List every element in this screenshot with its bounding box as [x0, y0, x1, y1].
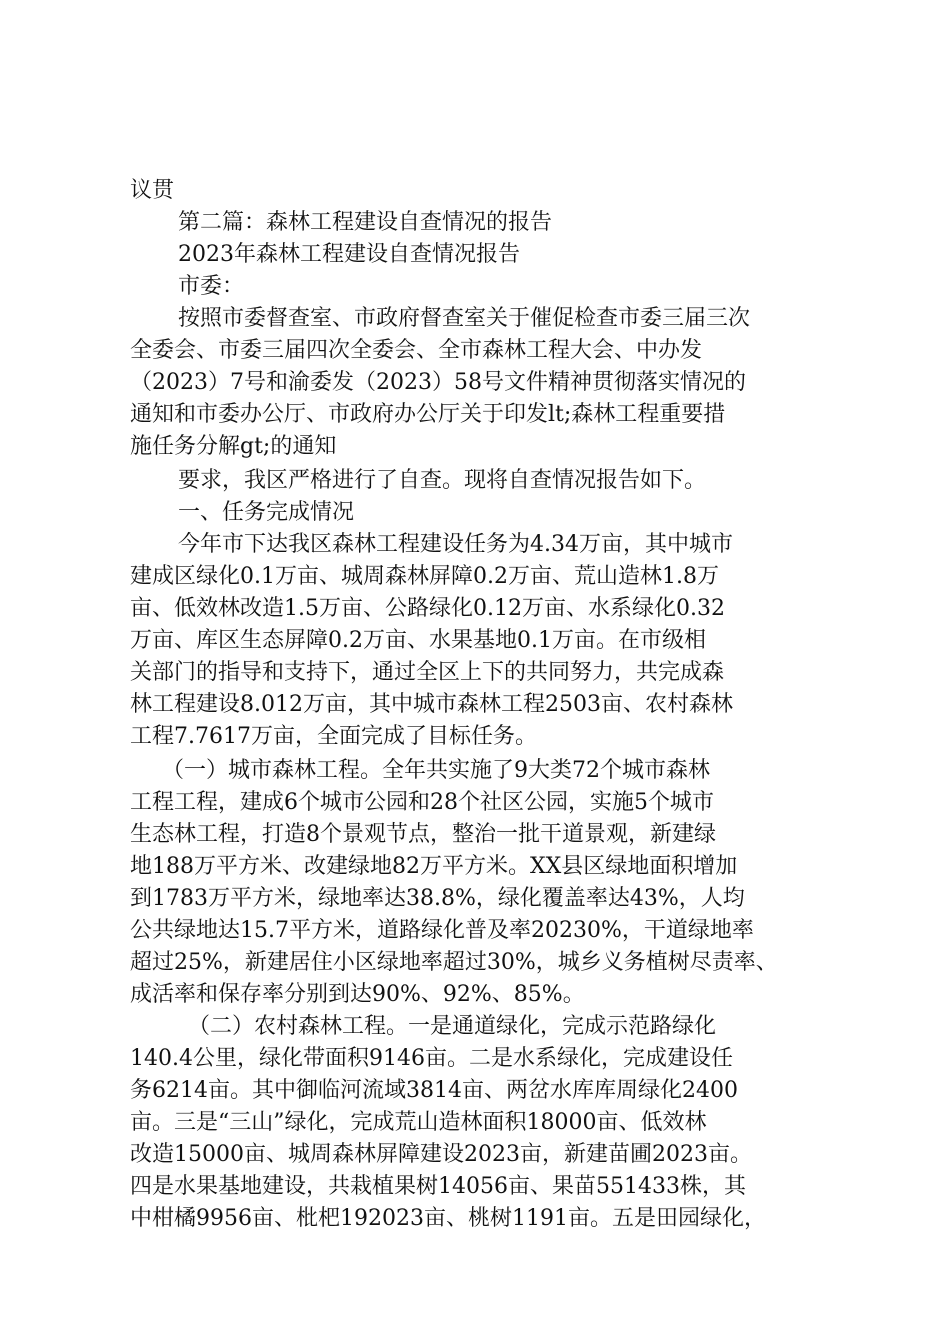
- text-line: 施任务分解gt;的通知: [130, 434, 337, 459]
- subsection-line: （一）城市森林工程。全年共实施了9大类72个城市森林: [162, 758, 710, 783]
- text-line: 林工程建设8.012万亩，其中城市森林工程2503亩、农村森林: [130, 692, 733, 717]
- text-line: 建成区绿化0.1万亩、城周森林屏障0.2万亩、荒山造林1.8万: [130, 564, 719, 589]
- text-line: 通知和市委办公厅、市政府办公厅关于印发lt;森林工程重要措: [130, 402, 726, 427]
- text-line: 生态林工程，打造8个景观节点，整治一批干道景观，新建绿: [130, 822, 716, 847]
- text-line: 议贯: [130, 178, 175, 203]
- text-line: 工程工程，建成6个城市公园和28个社区公园，实施5个城市: [130, 790, 714, 815]
- text-line: 中柑橘9956亩、枇杷192023亩、桃树1191亩。五是田园绿化，: [130, 1206, 766, 1231]
- text-line: 成活率和保存率分别到达90%、92%、85%。: [130, 982, 585, 1007]
- text-line: 改造15000亩、城周森林屏障建设2023亩，新建苗圃2023亩。: [130, 1142, 752, 1167]
- text-line: 亩。三是“三山”绿化，完成荒山造林面积18000亩、低效林: [130, 1110, 707, 1135]
- text-line: 四是水果基地建设，共栽植果树14056亩、果苗551433株，其: [130, 1174, 746, 1199]
- section-title: 第二篇：森林工程建设自查情况的报告: [178, 210, 553, 235]
- text-line: 全委会、市委三届四次全委会、全市森林工程大会、中办发: [130, 338, 703, 363]
- text-line: 关部门的指导和支持下，通过全区上下的共同努力，共完成森: [130, 660, 725, 685]
- text-line: 按照市委督查室、市政府督查室关于催促检查市委三届三次: [178, 306, 751, 331]
- text-line: 务6214亩。其中御临河流域3814亩、两岔水库库周绿化2400: [130, 1078, 738, 1103]
- text-line: 到1783万平方米，绿地率达38.8%，绿化覆盖率达43%，人均: [130, 886, 745, 911]
- text-line: 万亩、库区生态屏障0.2万亩、水果基地0.1万亩。在市级相: [130, 628, 706, 653]
- text-line: 要求，我区严格进行了自查。现将自查情况报告如下。: [178, 468, 707, 493]
- report-title: 2023年森林工程建设自查情况报告: [178, 242, 520, 267]
- text-line: 今年市下达我区森林工程建设任务为4.34万亩，其中城市: [178, 532, 733, 557]
- subsection-line: （二）农村森林工程。一是通道绿化，完成示范路绿化: [188, 1014, 717, 1039]
- text-line: （2023）7号和渝委发（2023）58号文件精神贯彻落实情况的: [130, 370, 746, 395]
- text-line: 超过25%，新建居住小区绿地率超过30%，城乡义务植树尽责率、: [130, 950, 778, 975]
- section-heading: 一、任务完成情况: [178, 500, 355, 525]
- text-line: 工程7.7617万亩，全面完成了目标任务。: [130, 724, 537, 749]
- text-line: 地188万平方米、改建绿地82万平方米。XX县区绿地面积增加: [130, 854, 738, 879]
- salutation: 市委：: [178, 274, 245, 299]
- text-line: 亩、低效林改造1.5万亩、公路绿化0.12万亩、水系绿化0.32: [130, 596, 725, 621]
- text-line: 140.4公里，绿化带面积9146亩。二是水系绿化，完成建设任: [130, 1046, 733, 1071]
- text-line: 公共绿地达15.7平方米，道路绿化普及率20230%，干道绿地率: [130, 918, 754, 943]
